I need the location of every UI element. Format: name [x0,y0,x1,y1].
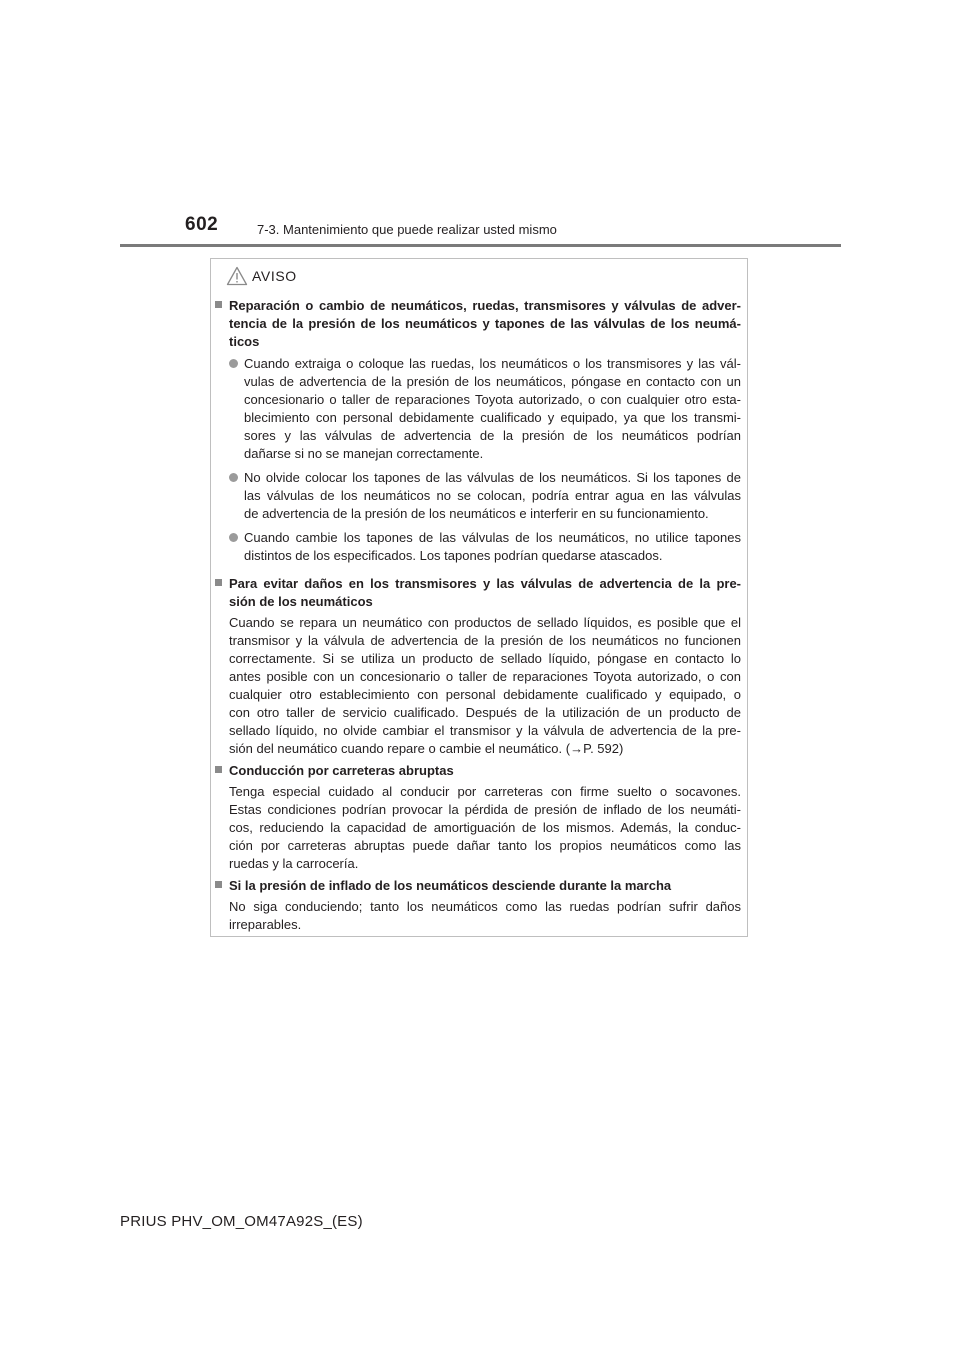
warning-triangle-icon [226,266,248,286]
bullet-text-line: Cuando extraiga o coloque las ruedas, los neumáticos o los transmisores y las vál- [244,356,741,371]
body-text-line: irreparables. [229,917,302,932]
section-heading-line: Para evitar daños en los transmisores y las válvulas de advertencia de la pre- [229,576,741,591]
section-body [229,898,741,934]
body-text-line: transmisor y la válvula de advertencia de la presión de los neumáticos no funcionen [229,633,741,648]
bullet-item [229,469,741,523]
section-heading [229,297,741,351]
bullet-text-line: No olvide colocar los tapones de las válvulas de los neumáticos. Si los tapones de [244,470,741,485]
square-bullet-icon [215,301,222,308]
bullet-text-line: Cuando cambie los tapones de las válvulas de los neumáticos, no utilice tapones [244,530,741,545]
section-heading-line: Conducción por carreteras abruptas [229,763,454,778]
bullet-text-line: de advertencia de la presión de los neumáticos e interferir en su funcionamiento. [244,506,709,521]
body-text-line: con otro taller de servicio cualificado. Después de la utilización de un producto de [229,705,741,720]
body-text-line: correctamente. Si se utiliza un producto de sellado líquido, póngase en contacto lo [229,651,741,666]
section-heading-line: ticos [229,334,260,349]
square-bullet-icon [215,579,222,586]
circle-bullet-icon [229,473,238,482]
warning-section [211,297,747,573]
section-heading [229,575,741,611]
circle-bullet-icon [229,359,238,368]
footer-document-code: PRIUS PHV_OM_OM47A92S_(ES) [120,1213,363,1230]
warning-content [211,297,747,938]
section-heading [229,762,741,780]
warning-title: AVISO [252,268,297,284]
bullet-text-line: vulas de advertencia de la presión de los neumáticos, póngase en contacto con un [244,374,741,389]
warning-section [211,762,747,875]
warning-box [210,258,748,937]
section-heading-line: Reparación o cambio de neumáticos, ruedas, transmisores y válvulas de adver- [229,298,741,313]
body-text-line: ruedas y la carrocería. [229,856,359,871]
bullet-item [229,355,741,463]
section-heading-line: sión de los neumáticos [229,594,373,609]
bullet-item [229,529,741,565]
bullet-text-line: concesionario o taller de reparaciones Toyota autorizado, o con cualquier otro esta- [244,392,741,407]
bullet-text-line: dañarse si no se manejan correctamente. [244,446,484,461]
chapter-title: 7-3. Mantenimiento que puede realizar usted mismo [257,222,557,237]
header-rule [120,244,841,247]
bullet-text-line: las válvulas de los neumáticos no se colocan, podría entrar agua en las válvulas [244,488,741,503]
square-bullet-icon [215,881,222,888]
body-text-line: cualquier otro establecimiento con personal debidamente cualificado y equipado, o [229,687,741,702]
circle-bullet-icon [229,533,238,542]
page-number: 602 [185,214,219,235]
body-text-line: Tenga especial cuidado al conducir por carreteras con firme suelto o socavones. [229,784,741,799]
section-heading [229,877,741,895]
warning-header [226,264,297,288]
body-text-line: sión del neumático cuando repare o cambie el neumático. (→P. 592) [229,741,624,756]
warning-section [211,877,747,936]
body-text-line: ción por carreteras abruptas puede dañar tanto los propios neumáticos como las [229,838,741,853]
bullet-text-line: distintos de los especificados. Los tapones podrían quedarse atascados. [244,548,663,563]
body-text-line: Cuando se repara un neumático con productos de sellado líquidos, es posible que el [229,615,741,630]
bullet-text-line: blecimiento con personal debidamente cualificado y equipado, ya que los transmi- [244,410,741,425]
section-body [229,614,741,758]
body-text-line: sellado líquido, no olvide cambiar el transmisor y la válvula de advertencia de la pre- [229,723,741,738]
warning-section [211,575,747,760]
bullet-text-line: sores y las válvulas de advertencia de la presión de los neumáticos podrían [244,428,741,443]
square-bullet-icon [215,766,222,773]
section-body [229,783,741,873]
body-text-line: No siga conduciendo; tanto los neumáticos como las ruedas podrían sufrir daños [229,899,741,914]
body-text-line: Estas condiciones podrían provocar la pérdida de presión de inflado de los neumáti- [229,802,741,817]
section-heading-line: Si la presión de inflado de los neumáticos desciende durante la marcha [229,878,672,893]
section-heading-line: tencia de la presión de los neumáticos y tapones de las válvulas de los neumá- [229,316,741,331]
body-text-line: antes posible con un concesionario o taller de reparaciones Toyota autorizado, o con [229,669,741,684]
body-text-line: cos, reduciendo la capacidad de amortiguación de los mismos. Además, la conduc- [229,820,741,835]
